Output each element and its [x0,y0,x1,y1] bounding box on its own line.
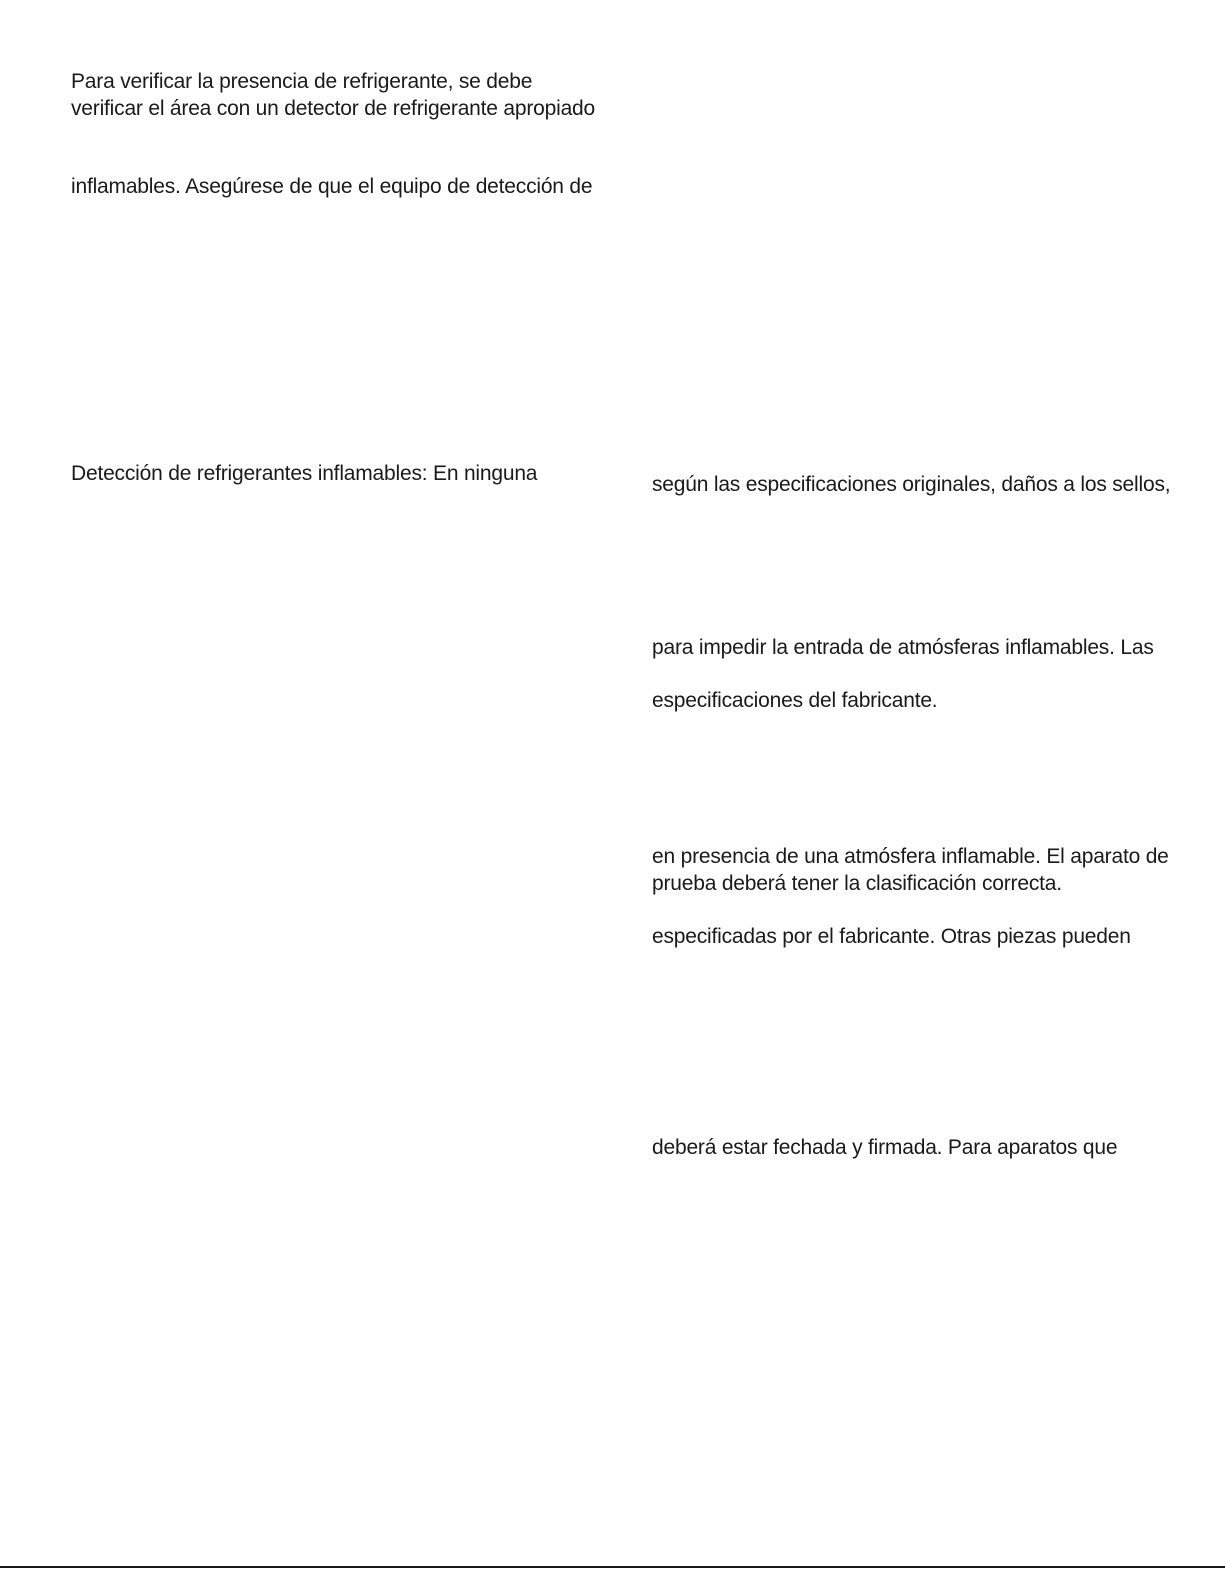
text-line: inflamables. Asegúrese de que el equipo de detección de [71,175,593,198]
text-line: según las especificaciones originales, daños a los sellos, [652,473,1171,496]
text-line: especificaciones del fabricante. [652,689,938,712]
text-line: Para verificar la presencia de refrigerante, se debe [71,70,533,93]
text-line: especificadas por el fabricante. Otras piezas pueden [652,925,1131,948]
bottom-divider [0,1566,1225,1568]
text-line: Detección de refrigerantes inflamables: En ninguna [71,462,538,485]
text-line: verificar el área con un detector de refrigerante apropiado [71,97,596,120]
text-line: en presencia de una atmósfera inflamable. El aparato de [652,845,1169,868]
text-line: para impedir la entrada de atmósferas inflamables. Las [652,636,1154,659]
text-line: prueba deberá tener la clasificación correcta. [652,872,1062,895]
text-line: deberá estar fechada y firmada. Para aparatos que [652,1136,1118,1159]
